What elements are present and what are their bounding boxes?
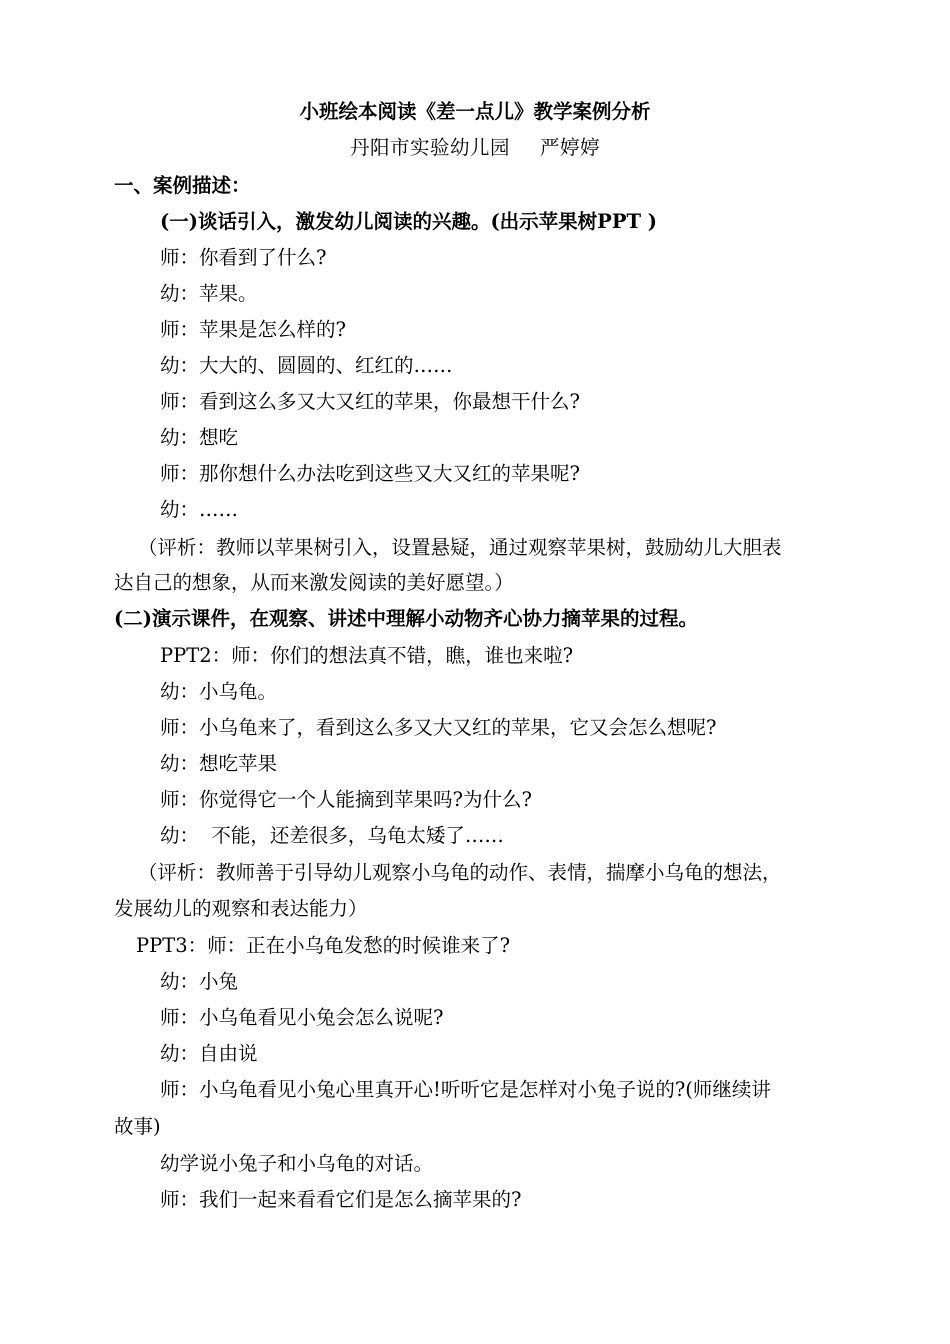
evaluation-text: （评析：教师善于引导幼儿观察小乌龟的动作、表情，揣摩小乌龟的想法， — [138, 861, 782, 884]
dialogue-line: PPT3：师：正在小乌龟发愁的时候谁来了? — [136, 934, 511, 957]
dialogue-line: 师：小乌龟看见小兔会怎么说呢? — [160, 1006, 444, 1029]
dialogue-line: 幼：小乌龟。 — [160, 680, 278, 703]
dialogue-line: 师：你觉得它一个人能摘到苹果吗?为什么? — [160, 788, 532, 811]
section-heading-1: 一、案例描述： — [114, 174, 251, 197]
subsection-heading-2: (二)演示课件，在观察、讲述中理解小动物齐心协力摘苹果的过程。 — [114, 607, 698, 630]
author-name: 严婷婷 — [540, 136, 601, 159]
dialogue-line: 幼：…… — [160, 498, 239, 521]
author-line — [0, 136, 950, 160]
dialogue-line: 师：我们一起来看看它们是怎么摘苹果的? — [160, 1188, 522, 1211]
dialogue-line: 幼：自由说 — [160, 1042, 258, 1065]
dialogue-line: 师：看到这么多又大又红的苹果，你最想干什么? — [160, 390, 580, 413]
evaluation-text: （评析：教师以苹果树引入，设置悬疑，通过观察苹果树，鼓励幼儿大胆表 — [138, 536, 782, 559]
paragraph-line: 幼学说小兔子和小乌龟的对话。 — [160, 1152, 434, 1175]
dialogue-line: 幼：苹果。 — [160, 282, 258, 305]
dialogue-line: 师：小乌龟看见小兔心里真开心!听听它是怎样对小兔子说的?(师继续讲 — [160, 1078, 771, 1101]
document-title: 小班绘本阅读《差一点儿》教学案例分析 — [299, 100, 651, 123]
evaluation-text: 达自己的想象，从而来激发阅读的美好愿望。） — [114, 571, 514, 594]
dialogue-line: 故事) — [114, 1115, 161, 1138]
dialogue-line: 师：苹果是怎么样的? — [160, 318, 346, 341]
dialogue-line: 幼：大大的、圆圆的、红红的…… — [160, 354, 453, 377]
author-school: 丹阳市实验幼儿园 — [349, 136, 510, 159]
dialogue-line: 幼：想吃苹果 — [160, 752, 278, 775]
dialogue-line: 幼：小兔 — [160, 970, 239, 993]
dialogue-line: PPT2：师：你们的想法真不错，瞧，谁也来啦? — [160, 644, 574, 667]
dialogue-line: 师：小乌龟来了，看到这么多又大又红的苹果，它又会怎么想呢? — [160, 716, 717, 739]
dialogue-line: 幼：想吃 — [160, 426, 239, 449]
dialogue-line: 师：那你想什么办法吃到这些又大又红的苹果呢? — [160, 462, 580, 485]
subsection-heading-1: (一)谈话引入，激发幼儿阅读的兴趣。(出示苹果树PPT ) — [160, 210, 658, 233]
evaluation-text: 发展幼儿的观察和表达能力） — [114, 897, 368, 920]
dialogue-line: 幼： 不能，还差很多，乌龟太矮了…… — [160, 824, 504, 847]
dialogue-line: 师：你看到了什么? — [160, 246, 327, 269]
